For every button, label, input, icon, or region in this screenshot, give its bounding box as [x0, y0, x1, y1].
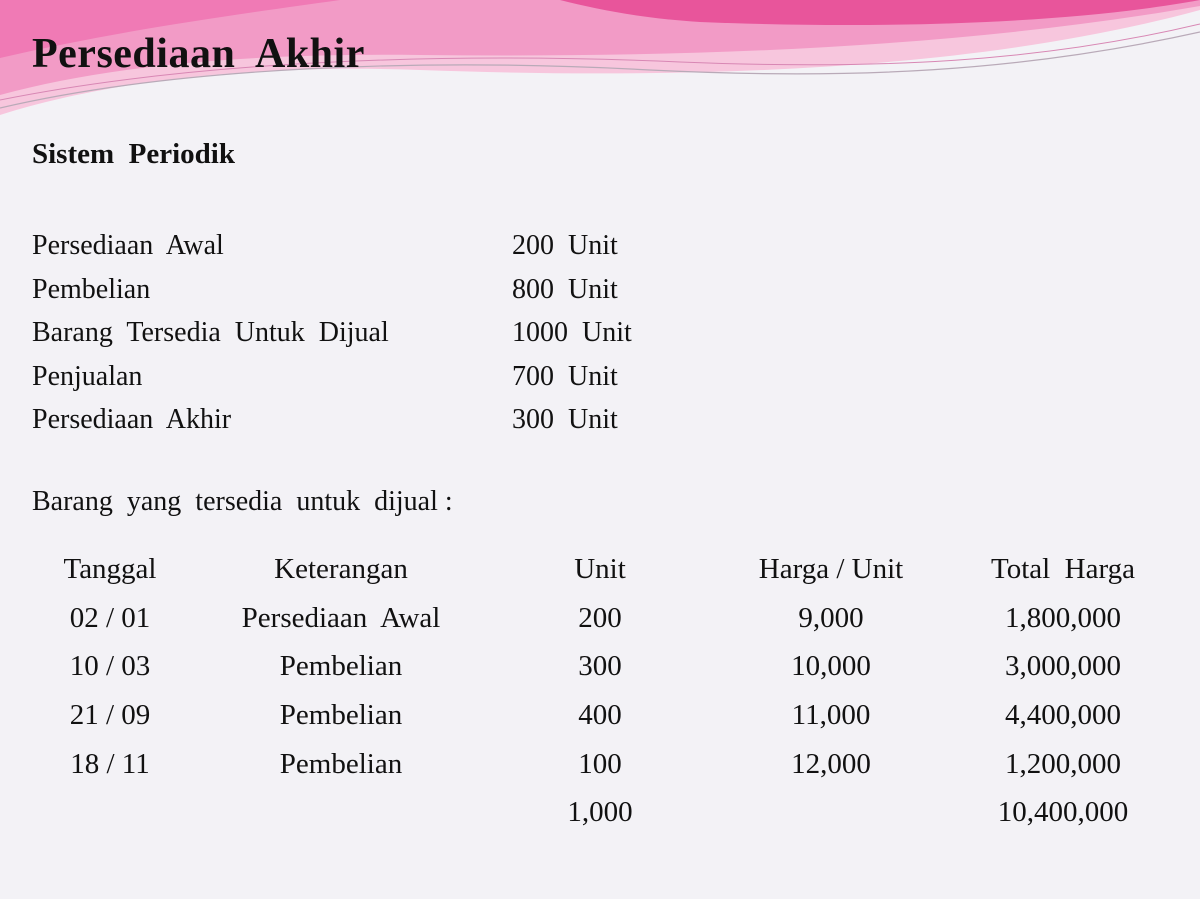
- cell-tanggal: 21 / 09: [69, 699, 151, 732]
- cell-harga-unit: 11,000: [791, 699, 871, 732]
- cell-unit: 200: [578, 601, 622, 634]
- page-title: Persediaan Akhir: [32, 31, 365, 77]
- inventory-summary: [32, 224, 732, 442]
- cell-unit: 300: [578, 650, 622, 683]
- summary-row: [32, 355, 732, 399]
- summary-value: 200 Unit: [512, 230, 618, 261]
- cell-harga-unit: 10,000: [791, 650, 871, 683]
- cell-harga-unit: 9,000: [798, 601, 864, 634]
- summary-row: [32, 268, 732, 312]
- cell-total-harga: 3,000,000: [1005, 650, 1121, 683]
- inventory-table: [0, 545, 1200, 837]
- cell-total-harga: 1,800,000: [1005, 601, 1121, 634]
- summary-value: 300 Unit: [512, 404, 618, 435]
- table-totals-row: [0, 788, 1200, 837]
- cell-keterangan: Persediaan Awal: [241, 601, 441, 634]
- summary-row: [32, 224, 732, 268]
- header-unit: Unit: [574, 553, 626, 585]
- cell-keterangan: Pembelian: [279, 699, 403, 732]
- summary-row: [32, 398, 732, 442]
- table-row: [0, 642, 1200, 691]
- summary-label: Barang Tersedia Untuk Dijual: [32, 317, 389, 348]
- cell-total-harga: 1,200,000: [1005, 747, 1121, 780]
- cell-tanggal: 02 / 01: [69, 601, 151, 634]
- header-tanggal: Tanggal: [63, 553, 157, 585]
- summary-value: 700 Unit: [512, 360, 618, 392]
- summary-row: [32, 311, 732, 355]
- summary-value: 800 Unit: [512, 273, 618, 305]
- cell-total-harga: 4,400,000: [1005, 699, 1121, 732]
- cell-unit: 100: [578, 747, 622, 780]
- table-body: [0, 594, 1200, 837]
- section-subtitle: Sistem Periodik: [32, 138, 235, 170]
- header-harga-unit: Harga / Unit: [758, 553, 904, 585]
- table-row: [0, 740, 1200, 789]
- total-unit: 1,000: [567, 796, 633, 829]
- cell-tanggal: 10 / 03: [69, 650, 151, 683]
- table-row: [0, 594, 1200, 643]
- summary-label: Persediaan Awal: [32, 230, 224, 261]
- summary-label: Penjualan: [32, 360, 143, 392]
- cell-unit: 400: [578, 699, 622, 732]
- grand-total-harga: 10,400,000: [997, 796, 1129, 829]
- table-header-row: [0, 545, 1200, 594]
- header-keterangan: Keterangan: [274, 553, 408, 585]
- cell-keterangan: Pembelian: [279, 650, 403, 683]
- summary-value: 1000 Unit: [512, 317, 632, 348]
- cell-keterangan: Pembelian: [279, 747, 403, 780]
- summary-label: Pembelian: [32, 273, 151, 305]
- table-intro-text: Barang yang tersedia untuk dijual :: [32, 486, 453, 517]
- header-total-harga: Total Harga: [991, 553, 1135, 585]
- cell-harga-unit: 12,000: [791, 747, 871, 780]
- cell-tanggal: 18 / 11: [70, 747, 150, 780]
- table-row: [0, 691, 1200, 740]
- summary-label: Persediaan Akhir: [32, 404, 232, 435]
